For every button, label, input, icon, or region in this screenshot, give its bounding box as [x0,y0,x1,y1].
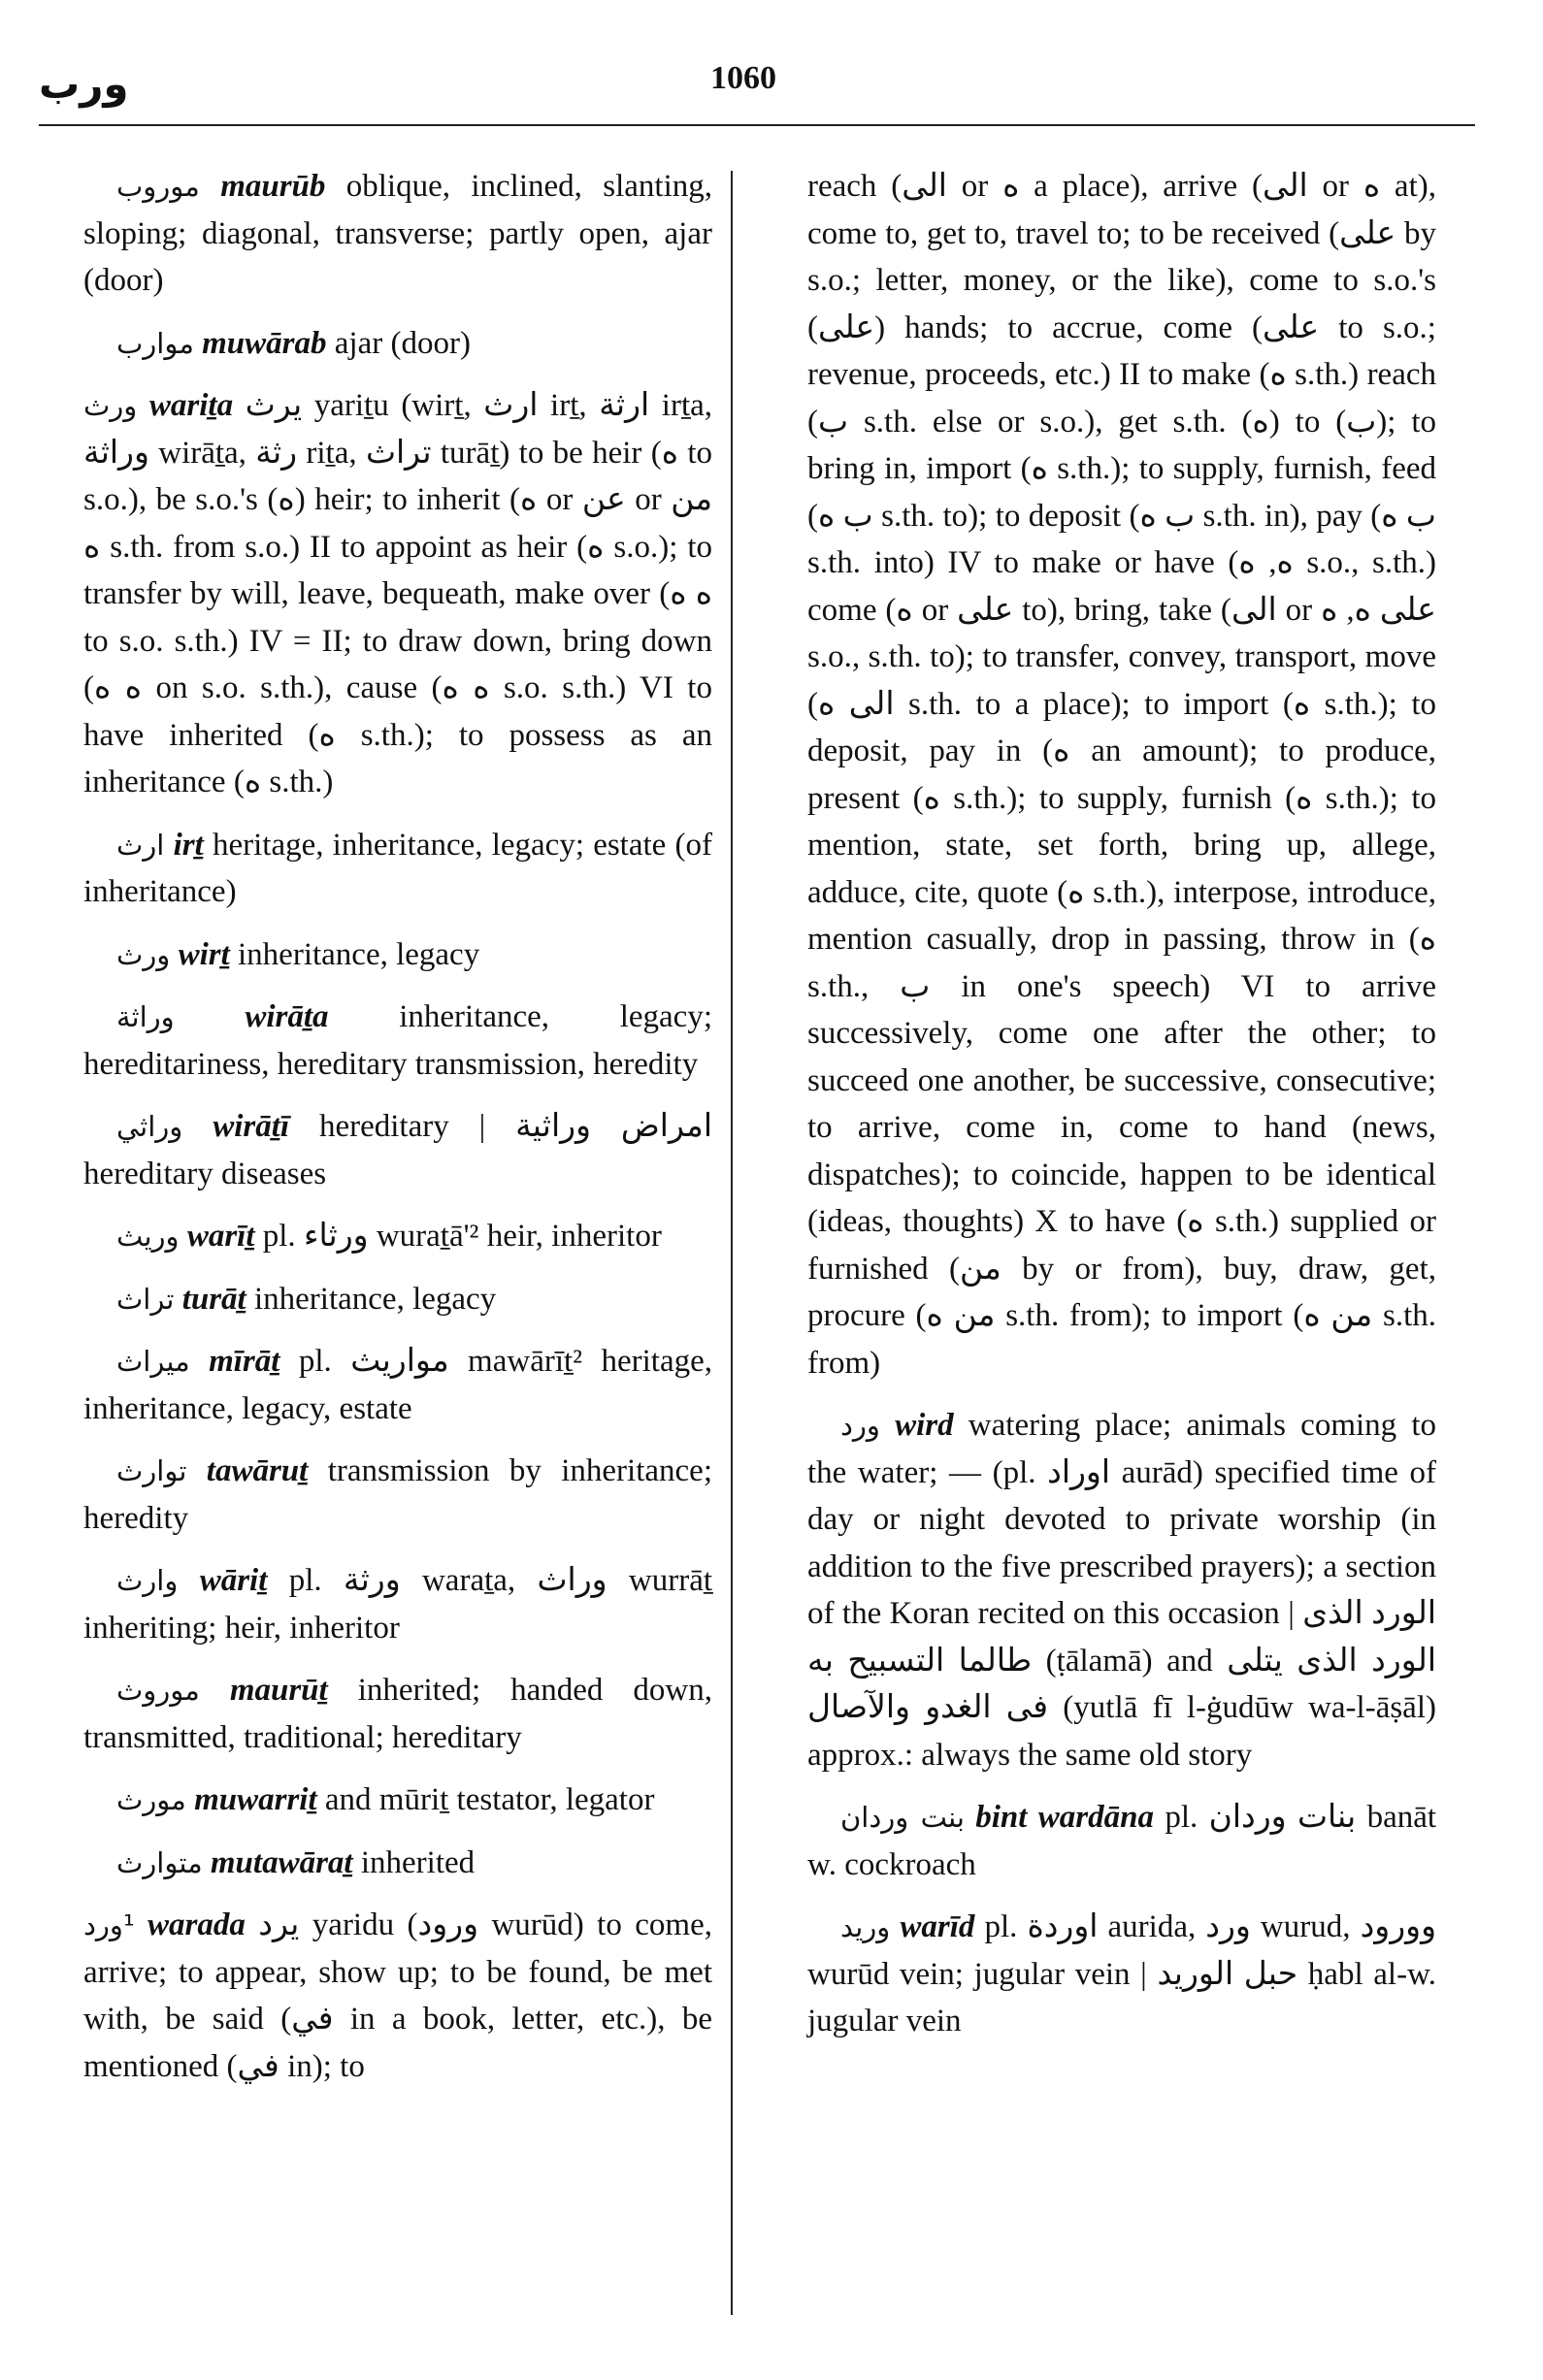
entry-definition: pl. ورثاء wuraṯā'² heir, inheritor [254,1219,662,1254]
dictionary-entry [83,320,712,368]
entry-transliteration: muwarriṯ [194,1782,317,1817]
entry-transliteration: wirāṯī [213,1109,290,1144]
dictionary-entry [807,1904,1436,2045]
entry-definition: inheritance, legacy [229,936,480,972]
entry-transliteration: mutawāraṯ [210,1844,353,1880]
dictionary-entry [83,1338,712,1432]
dictionary-entry [83,163,712,305]
entry-transliteration: wirāṯa [245,999,329,1034]
dictionary-entry [83,1667,712,1761]
entry-arabic-headword: توارث [116,1454,187,1487]
entry-definition: transmission by inheritance; heredity [83,1453,712,1536]
entry-definition: يرد yaridu (ورود wurūd) to come, arrive; to appear, show up; to be found, be met with, be said (في in a book, letter, etc.), be mentioned (في in); to [83,1907,712,2084]
entry-arabic-headword: وراثة [116,1000,175,1033]
entry-arabic-headword: موروث [116,1674,200,1707]
dictionary-entry [83,1448,712,1542]
entry-arabic-headword: وارث [116,1564,179,1597]
entry-arabic-headword: وريث [116,1220,180,1253]
dictionary-entry [83,1840,712,1887]
dictionary-entry [83,1213,712,1260]
entry-definition: يرث yariṯu (wirṯ, ارث irṯ, ارثة irṯa, وراثة wirāṯa, رثة riṯa, تراث turāṯ) to be heir (ه to s.o.), be s.o.'s (ه) heir; to inherit (ه or عن or من ه s.th. from s.o.) II to appoint as heir (ه s.o.); to transfer by will, leave, bequeath, make over (ه ه to s.o. s.th.) IV = II; to draw down, bring down (ه ه on s.o. s.th.), cause (ه ه s.o. s.th.) VI to have inherited (ه s.th.); to possess as an inheritance (ه s.th.) [83,388,713,799]
entry-definition: and mūriṯ testator, legator [316,1782,655,1817]
entry-transliteration: wāriṯ [199,1563,268,1598]
right-column [807,163,1436,2061]
entry-transliteration: tawāruṯ [206,1453,309,1488]
left-column [83,163,712,2105]
entry-transliteration: irṯ [173,827,204,863]
entry-transliteration: turāṯ [181,1281,246,1317]
entry-definition: oblique, inclined, slanting, sloping; diagonal, transverse; partly open, ajar (door) [83,169,713,298]
entry-definition: heritage, inheritance, legacy; estate (of inheritance) [83,827,712,909]
dictionary-entry [83,1103,712,1197]
entry-definition: inheritance, legacy; hereditariness, hereditary transmission, heredity [83,999,712,1082]
entry-arabic-headword: متوارث [116,1845,203,1879]
entry-transliteration: wirṯ [178,936,230,972]
entry-arabic-headword: تراث [116,1282,175,1316]
entry-arabic-headword: موروب [116,170,200,203]
entry-transliteration: warada [148,1907,246,1942]
entry-arabic-headword: وراثي [116,1110,183,1143]
running-head-arabic: ورب [39,60,129,108]
dictionary-entry [83,382,712,806]
entry-definition: pl. اوردة aurida, ورد wurud, وورود wurūd vein; jugular vein | حبل الوريد ḥabl al-w. jugular vein [807,1909,1437,2038]
entry-definition: watering place; animals coming to the water; — (pl. اوراد aurād) specified time of day or night devoted to private worship (in addition to the five prescribed prayers); a section of the Koran recited on this occasion | الورد الذى طالما التسبيح به (ṭālamā) and الورد الذى يتلى فى الغدو والآصال (yutlā fī l-ġudūw wa-l-āṣāl) approx.: always the same old story [807,1408,1436,1773]
entry-transliteration: warīd [900,1909,975,1944]
dictionary-entry [83,822,712,916]
dictionary-entry [83,931,712,979]
entry-transliteration: maurūb [220,169,326,204]
dictionary-entry [83,994,712,1088]
entry-transliteration: wariṯa [148,388,234,423]
entry-arabic-headword: موارب [116,326,194,360]
dictionary-entry [807,1402,1436,1778]
entry-transliteration: warīṯ [186,1219,255,1254]
entry-arabic-headword: ¹ورد [83,1908,135,1941]
dictionary-entry [83,1276,712,1323]
entry-arabic-headword: بنت وردان [840,1801,965,1834]
dictionary-entry [83,1902,712,2090]
dictionary-entry [83,1557,712,1651]
entry-arabic-headword: ميراث [116,1345,190,1378]
entry-definition: inherited [352,1844,476,1880]
entry-definition: pl. مواريث mawārīṯ² heritage, inheritance, legacy, estate [83,1344,712,1426]
entry-definition: pl. ورثة waraṯa, وراث wurrāṯ inheriting; heir, inheritor [83,1563,713,1646]
entry-transliteration: bint wardāna [975,1800,1154,1835]
entry-arabic-headword: ورد [840,1409,880,1442]
entry-definition: inheritance, legacy [246,1281,497,1317]
header-rule [39,124,1475,126]
entry-definition: pl. بنات وردان banāt w. cockroach [807,1800,1437,1882]
entry-definition: inherited; handed down, transmitted, traditional; hereditary [83,1673,712,1755]
column-divider [731,171,733,2315]
entry-arabic-headword: ارث [116,828,165,862]
entry-transliteration: maurūṯ [229,1673,328,1708]
entry-arabic-headword: وريد [840,1910,891,1943]
entry-definition: hereditary | امراض وراثية hereditary diseases [83,1109,712,1191]
entry-arabic-headword: ورث [83,389,138,422]
entry-arabic-headword: مورث [116,1783,186,1816]
entry-arabic-headword: ورث [116,937,171,971]
entry-transliteration: muwārab [202,325,327,361]
entry-transliteration: wird [895,1408,954,1443]
entry-definition: ajar (door) [326,325,471,361]
page-number: 1060 [710,60,776,96]
dictionary-entry [807,163,1436,1386]
entry-definition: reach (الى or ه a place), arrive (الى or ه at), come to, get to, travel to; to be received (على by s.o.; letter, money, or the like), come to s.o.'s (على) hands; to accrue, come (على to s.o.; revenue, proceeds, etc.) II to make (ه s.th.) reach (ب s.th. else or s.o.), get s.th. (ه) to (ب); to bring in, import (ه s.th.); to supply, furnish, feed (ب ه s.th. to); to deposit (ب ه s.th. in), pay (ب ه s.th. into) IV to make or have (ه, ه s.o., s.th.) come (ه or على to), bring, take (الى or على ه, ه s.o., s.th. to); to transfer, convey, transport, move (الى ه s.th. to a place); to import (ه s.th.); to deposit, pay in (ه an amount); to produce, present (ه s.th.); to supply, furnish (ه s.th.); to mention, state, set forth, bring up, allege, adduce, cite, quote (ه s.th.), interpose, introduce, mention casually, drop in passing, throw in (ه s.th., ب in one's speech) VI to arrive successively, come one after the other; to succeed one another, be successive, consecutive; to arrive, come in, come to hand (news, dispatches); to coincide, happen to be identical (ideas, thoughts) X to have (ه s.th.) supplied or furnished (من by or from), buy, draw, get, procure (من ه s.th. from); to import (من ه s.th. from) [807,169,1437,1381]
dictionary-entry [83,1777,712,1824]
entry-transliteration: mīrāṯ [209,1344,280,1379]
dictionary-entry [807,1794,1436,1888]
